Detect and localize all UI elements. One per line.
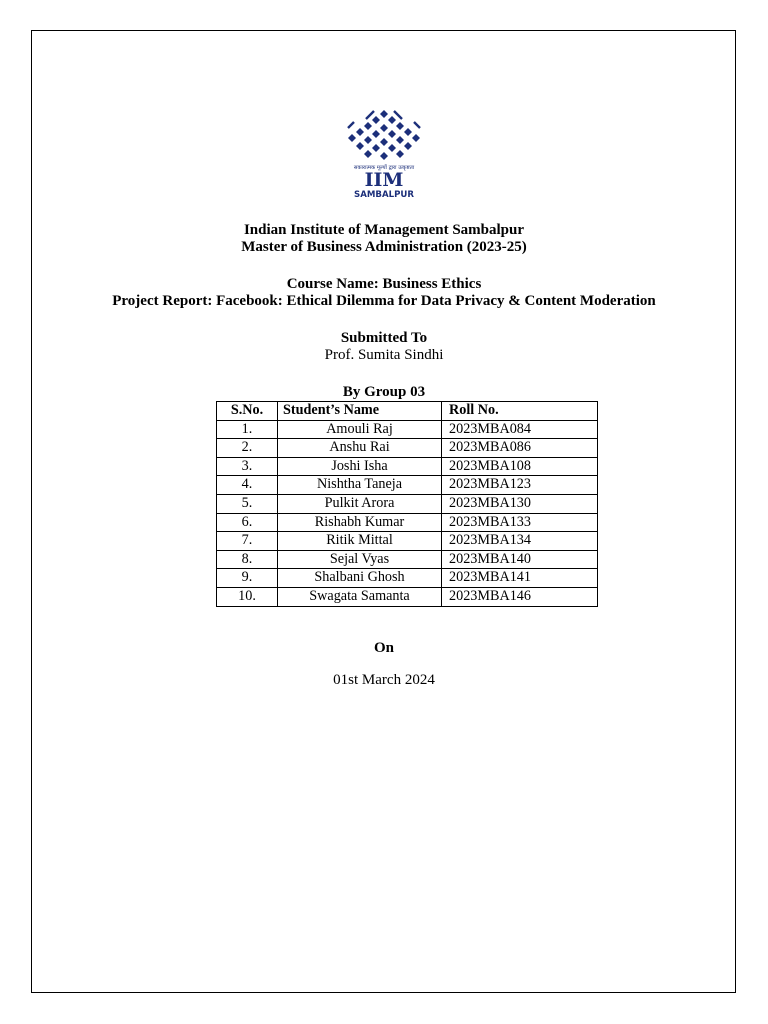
cell-roll-no: 2023MBA084 xyxy=(442,420,598,439)
institute-name: Indian Institute of Management Sambalpur xyxy=(243,222,525,238)
project-report xyxy=(0,292,768,310)
table-row xyxy=(217,476,598,495)
cell-student-name: Sejal Vyas xyxy=(278,550,442,569)
table-row xyxy=(217,550,598,569)
cell-student-name: Anshu Rai xyxy=(278,439,442,458)
cell-roll-no: 2023MBA133 xyxy=(442,513,598,532)
cell-student-name: Ritik Mittal xyxy=(278,532,442,551)
course-name: Course Name: Business Ethics xyxy=(286,276,482,292)
date-label: On xyxy=(373,640,394,656)
logo-motto: सकारात्मक मूल्यों द्वारा उत्कृष्टता xyxy=(353,165,415,171)
project-report-title: Facebook: Ethical Dilemma for Data Privacy & Content Moderation xyxy=(216,293,656,309)
cell-student-name: Amouli Raj xyxy=(278,420,442,439)
cell-roll-no: 2023MBA086 xyxy=(442,439,598,458)
table-row xyxy=(217,439,598,458)
table-row xyxy=(217,494,598,513)
professor-name: Prof. Sumita Sindhi xyxy=(324,347,444,363)
cell-roll-no: 2023MBA140 xyxy=(442,550,598,569)
cell-sno: 4. xyxy=(217,476,278,495)
cell-roll-no: 2023MBA108 xyxy=(442,457,598,476)
table-row xyxy=(217,457,598,476)
logo-city-text: SAMBALPUR xyxy=(354,190,414,200)
cell-sno: 3. xyxy=(217,457,278,476)
cell-roll-no: 2023MBA134 xyxy=(442,532,598,551)
cell-sno: 9. xyxy=(217,569,278,588)
iim-sambalpur-emblem-icon xyxy=(344,108,424,200)
cell-roll-no: 2023MBA123 xyxy=(442,476,598,495)
table-row xyxy=(217,420,598,439)
column-header-roll: Roll No. xyxy=(442,402,598,421)
cell-student-name: Swagata Samanta xyxy=(278,587,442,606)
table-header-row xyxy=(217,402,598,421)
cell-roll-no: 2023MBA141 xyxy=(442,569,598,588)
table-row xyxy=(217,587,598,606)
submitted-to-label: Submitted To xyxy=(340,330,428,346)
table-row xyxy=(217,513,598,532)
cell-roll-no: 2023MBA130 xyxy=(442,494,598,513)
table-row xyxy=(217,532,598,551)
table-row xyxy=(217,569,598,588)
cell-sno: 2. xyxy=(217,439,278,458)
cell-student-name: Nishtha Taneja xyxy=(278,476,442,495)
cell-student-name: Rishabh Kumar xyxy=(278,513,442,532)
cell-sno: 6. xyxy=(217,513,278,532)
iim-sambalpur-logo xyxy=(344,108,424,200)
group-label: By Group 03 xyxy=(342,384,426,400)
project-report-label: Project Report: xyxy=(112,293,217,309)
cell-student-name: Joshi Isha xyxy=(278,457,442,476)
column-header-name: Student’s Name xyxy=(278,402,442,421)
cell-sno: 10. xyxy=(217,587,278,606)
cell-sno: 7. xyxy=(217,532,278,551)
cell-roll-no: 2023MBA146 xyxy=(442,587,598,606)
program-name: Master of Business Administration (2023-25) xyxy=(241,239,527,255)
cell-sno: 8. xyxy=(217,550,278,569)
cell-sno: 5. xyxy=(217,494,278,513)
submission-date: 01st March 2024 xyxy=(333,672,435,688)
column-header-sno: S.No. xyxy=(217,402,278,421)
cell-student-name: Shalbani Ghosh xyxy=(278,569,442,588)
cell-sno: 1. xyxy=(217,420,278,439)
logo-iim-text: IIM xyxy=(364,169,404,191)
cell-student-name: Pulkit Arora xyxy=(278,494,442,513)
student-table xyxy=(216,401,598,607)
